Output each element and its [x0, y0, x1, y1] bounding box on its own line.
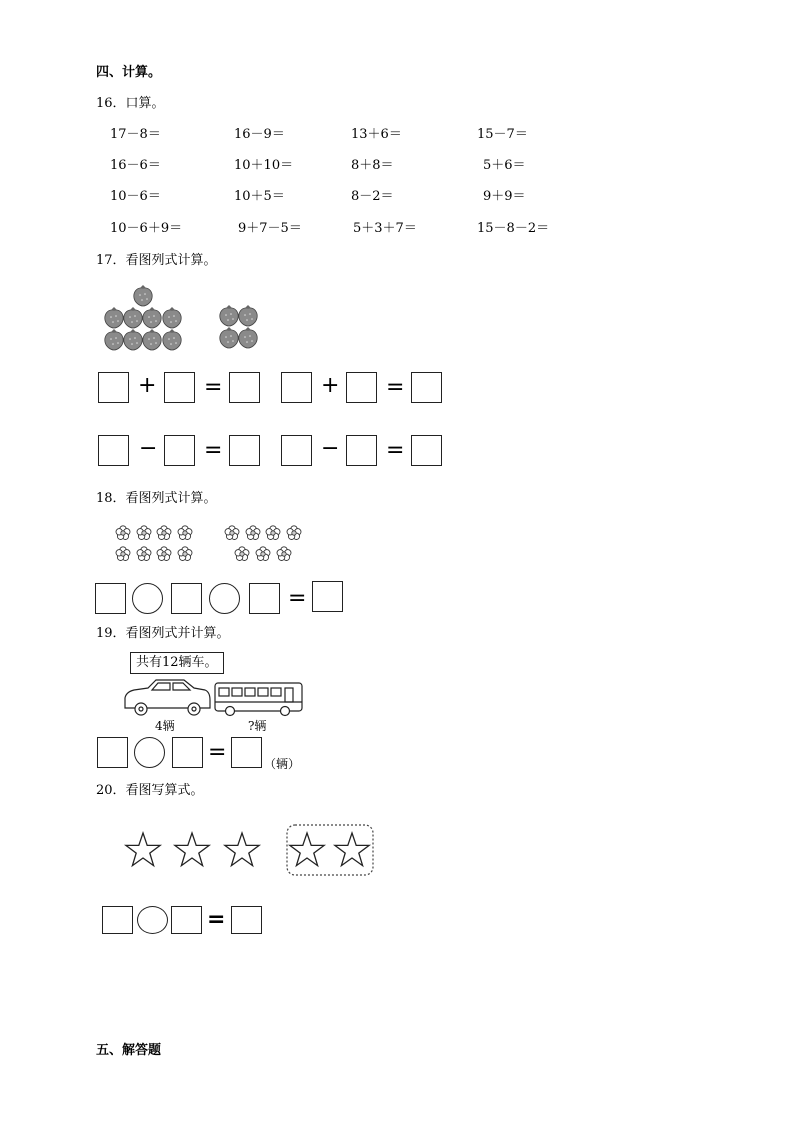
oral-item: 15－8－2＝ [477, 221, 550, 236]
answer-box[interactable] [231, 906, 262, 934]
section-4-title: 四、计算。 [96, 65, 162, 80]
equals-sign: = [207, 907, 226, 932]
oral-item: 9＋7－5＝ [238, 221, 302, 236]
oral-item: 8＋8＝ [351, 158, 394, 173]
oral-item: 13＋6＝ [351, 127, 402, 142]
oral-item: 15－7＝ [477, 127, 528, 142]
oral-item: 5＋3＋7＝ [353, 221, 417, 236]
equals-sign: = [204, 375, 223, 400]
operator-circle[interactable] [137, 906, 168, 934]
oral-item: 10＋5＝ [234, 189, 285, 204]
star-icon [175, 833, 209, 866]
plus-sign: + [138, 373, 157, 398]
section-5-title: 五、解答题 [96, 1043, 162, 1058]
answer-box[interactable] [171, 906, 202, 934]
oral-item: 16－9＝ [234, 127, 285, 142]
equals-sign: = [386, 438, 405, 463]
question-18-title: 18．看图列式计算。 [96, 491, 217, 506]
oral-item: 9＋9＝ [483, 189, 526, 204]
minus-sign: − [139, 436, 158, 461]
oral-item: 8－2＝ [351, 189, 394, 204]
star-icon [335, 833, 369, 866]
question-17-title: 17．看图列式计算。 [96, 253, 217, 268]
equals-sign: = [204, 438, 223, 463]
oral-item: 17－8＝ [110, 127, 161, 142]
equals-sign: = [208, 740, 227, 765]
question-20-title: 20．看图写算式。 [96, 783, 204, 798]
bus-count-label: ?辆 [248, 719, 267, 733]
minus-sign: − [321, 436, 340, 461]
plus-sign: + [321, 373, 340, 398]
unit-label: （辆） [264, 757, 301, 771]
star-icon [126, 833, 160, 866]
answer-box[interactable] [102, 906, 133, 934]
star-icon [290, 833, 324, 866]
total-cars-label: 共有12辆车。 [130, 652, 224, 674]
oral-item: 10－6＋9＝ [110, 221, 183, 236]
equals-sign: = [288, 586, 307, 611]
star-icon [225, 833, 259, 866]
oral-item: 16－6＝ [110, 158, 161, 173]
car-count-label: 4辆 [155, 719, 175, 733]
equals-sign: = [386, 375, 405, 400]
oral-item: 10－6＝ [110, 189, 161, 204]
oral-item: 10＋10＝ [234, 158, 294, 173]
oral-item: 5＋6＝ [483, 158, 526, 173]
question-19-title: 19．看图列式并计算。 [96, 626, 230, 641]
question-16-title: 16．口算。 [96, 96, 165, 111]
